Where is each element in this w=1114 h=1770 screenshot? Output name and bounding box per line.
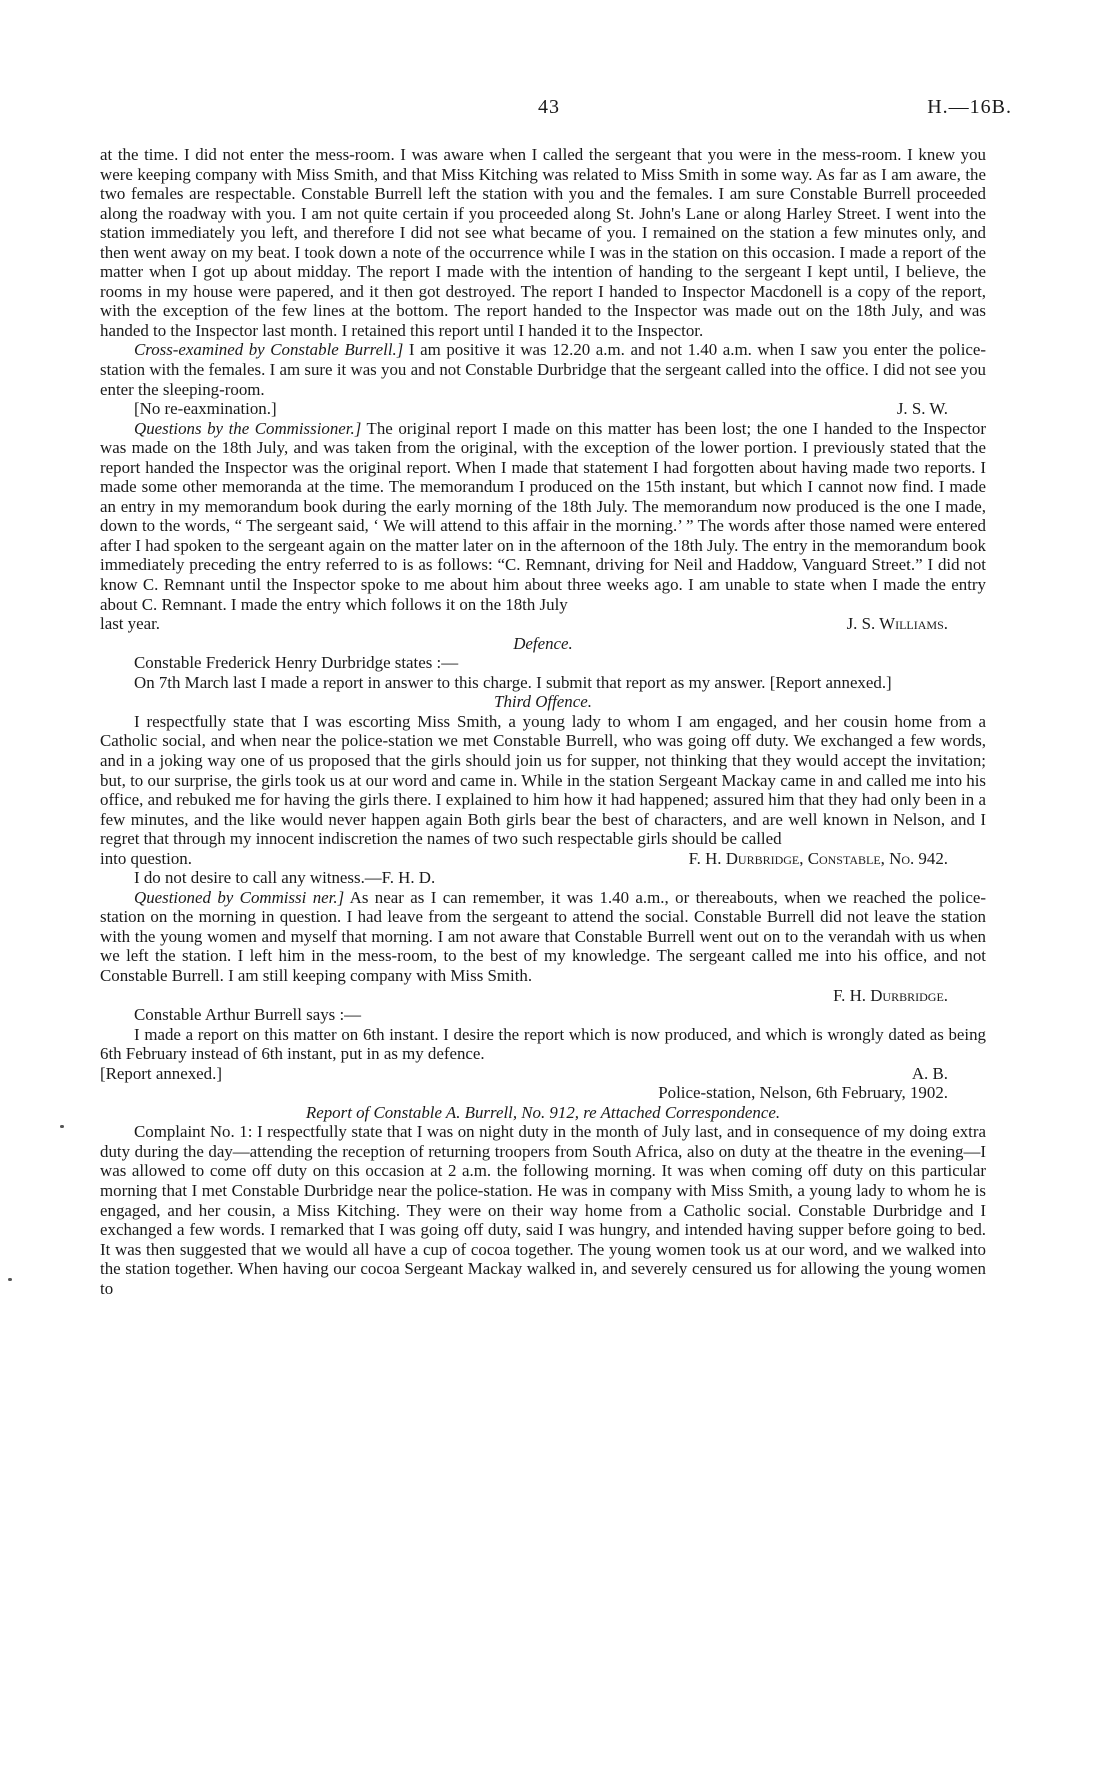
signature-durbridge-942: F. H. Durbridge, Constable, No. 942. — [688, 848, 948, 868]
no-reexamination: [No re-eaxmination.] — [134, 399, 277, 419]
paragraph-questioned — [100, 888, 986, 986]
questions-lead: Questions by the Commissioner.] — [134, 418, 362, 438]
williams-signature-line — [100, 614, 986, 634]
initials-ab: A. B. — [911, 1063, 948, 1083]
third-offence-tail: into question. — [100, 848, 192, 868]
questions-text: The original report I made on this matter has been lost; the one I handed to the Inspector was made on the 18th July, and was taken from the original, with the exception of the lower portion. I previously stated that the report handed the Inspector was the original report. When I made that statement I had forgotten about having made two reports. I made some other memoranda at the time. The memorandum I produced on the 15th instant, but which I cannot now find. I made an entry in my memorandum book during the early morning of the 18th July. The memorandum now produced is the one I made, down to the words, “ The sergeant said, ‘ We will attend to this affair in the morning.’ ” The words after those named were entered after I had spoken to the sergeant again on the matter later on in the afternoon of the 18th July. The entry in the memorandum book immediately preceding the entry referred to is as follows: “C. Remnant, driving for Neil and Haddow, Vanguard Street.” I did not know C. Remnant until the Inspector spoke to me about him about three weeks ago. I am unable to state when I made the entry about C. Remnant. I made the entry which follows it on the 18th July — [100, 418, 986, 614]
durbridge-states: Constable Frederick Henry Durbridge states :— — [134, 653, 459, 673]
paragraph-evidence-continued: at the time. I did not enter the mess-room. I was aware when I called the sergeant that you were in the mess-room. I knew you were keeping company with Miss Smith, and that Miss Kitching was related to Miss Smith in some way. As far as I am aware, the two females are respectable. Constable Burrell left the station with you and the females. I am sure Constable Burrell proceeded along the roadway with you. I am not quite certain if you proceeded along St. John's Lane or along Harley Street. I went into the station immediately you left, and therefore I did not see what became of you. I remained on the station a few minutes only, and then went away on my beat. I took down a note of the occurrence while I was in the station on this occasion. I made a report of the matter when I got up about midday. The report I made with the intention of handing to the sergeant I kept until, I believe, the rooms in my house were papered, and it then got destroyed. The report I handed to Inspector Macdonell is a copy of the report, with the exception of the few lines at the bottom. The report handed to the Inspector was made out on the 18th July, and was handed to the Inspector last month. I retained this report until I handed it to the Inspector. — [100, 145, 986, 340]
heading-defence: Defence. — [513, 633, 573, 653]
cross-examined-text: I am positive it was 12.20 a.m. and not 1.40 a.m. when I saw you enter the police-station with the females. I am sure it was you and not Constable Durbridge that the sergeant called into the office. I did not see you enter the sleeping-room. — [100, 340, 987, 399]
text-column — [100, 145, 986, 1298]
burrell-says: Constable Arthur Burrell says :— — [134, 1005, 362, 1025]
questioned-lead: Questioned by Commissi ner.] — [134, 887, 345, 907]
dateline: Police-station, Nelson, 6th February, 1902. — [658, 1083, 948, 1103]
paragraph-third-offence: I respectfully state that I was escorting Miss Smith, a young lady to whom I am engaged, and her cousin home from a Catholic social, and when near the police-station we met Constable Burrell, who was going off duty. We exchanged a few words, and in a joking way one of us proposed that the girls should join us for supper, not thinking that they would accept the invitation; but, to our surprise, the girls took us at our word and came in. While in the station Sergeant Mackay came in and called me into his office, and rebuked me for having the girls there. I explained to him how it had happened; assured him that they had only been in a few minutes, and the like would never happen again Both girls bear the best of characters, and are well known in Nelson, and I regret that through my innocent indiscretion the names of two such respectable girls should be called — [100, 711, 986, 849]
questioned-text: As near as I can remember, it was 1.40 a.m., or thereabouts, when we reached the police-station on the morning in question. I had leave from the sergeant to attend the social. Constable Burrell did not leave the station with the young women and myself that morning. I am not aware that Constable Burrell went out on to the verandah with us when we left the station. I left him in the mess-room, to the best of my knowledge. The sergeant called me into his office, and not Constable Burrell. I am still keeping company with Miss Smith. — [100, 887, 986, 985]
report-annexed: [Report annexed.] — [100, 1063, 222, 1083]
heading-third-offence: Third Offence. — [494, 692, 592, 712]
paragraph-cross-examined — [100, 340, 986, 399]
initials-jsw: J. S. W. — [896, 399, 948, 419]
report-title: Report of Constable A. Burrell, No. 912, re Attached Correspondence. — [305, 1102, 781, 1122]
paragraph-march-report: On 7th March last I made a report in answer to this charge. I submit that report as my answer. [Report annexed.] — [134, 672, 892, 692]
paper-reference: H.—16B. — [927, 96, 1012, 118]
paragraph-complaint-1: Complaint No. 1: I respectfully state that I was on night duty in the month of July last, and in consequence of my doing extra duty during the day—attending the reception of returning troopers from South Africa, also on duty at the theatre in the evening—I was allowed to come off duty on this occasion at 2 a.m. the following morning. It was when coming off duty on this particular morning that I met Constable Durbridge near the police-station. He was in company with Miss Smith, a young lady to whom he is engaged, and her cousin, a Miss Kitching. They were on their way home from a Catholic social. Constable Durbridge and I exchanged a few words. I remarked that I was going off duty, said I was hungry, and intended having supper before going to bed. It was then suggested that we would all have a cup of cocoa together. The young women took us at our word, and we walked into the station together. When having our cocoa Sergeant Mackay walked in, and severely censured us for allowing the young women to — [100, 1122, 986, 1298]
paragraph-report-6th: I made a report on this matter on 6th instant. I desire the report which is now produced, and which is wrongly dated as being 6th February instead of 6th instant, put in as my defence. — [100, 1024, 986, 1064]
signature-williams: J. S. Williams. — [846, 614, 948, 634]
margin-mark — [8, 1278, 12, 1281]
cross-examined-lead: Cross-examined by Constable Burrell.] — [134, 340, 404, 360]
report-annexed-line — [100, 1064, 986, 1084]
signature-durbridge: F. H. Durbridge. — [833, 985, 948, 1005]
margin-mark — [60, 1125, 64, 1128]
no-witness: I do not desire to call any witness.—F. H. D. — [134, 868, 436, 888]
paragraph-commissioner-questions — [100, 419, 986, 614]
durbridge-942-signature-line — [100, 849, 986, 869]
no-reexamination-line — [100, 399, 986, 419]
page-number: 43 — [538, 96, 560, 118]
questions-tail: last year. — [100, 614, 161, 634]
